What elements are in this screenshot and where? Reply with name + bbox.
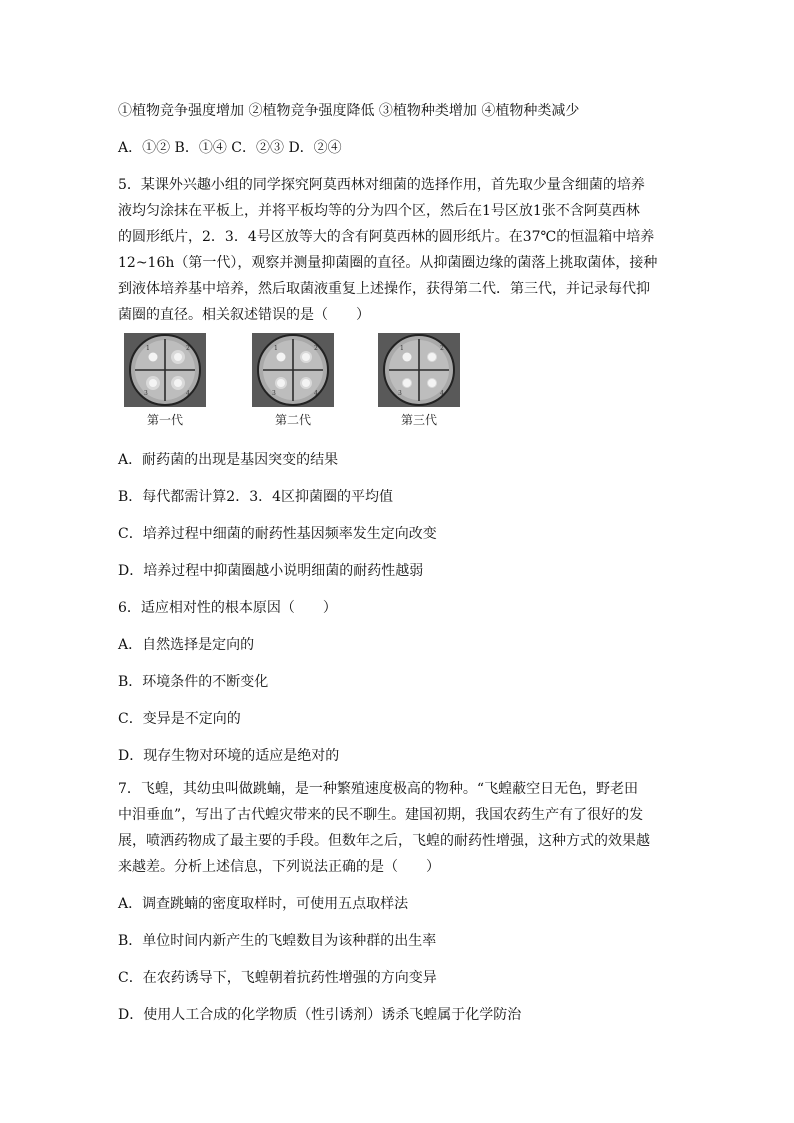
q7-stem-line: 7．飞蝗，其幼虫叫做跳蝻，是一种繁殖速度极高的物种。“飞蝗蔽空日无色，野老田 <box>118 781 639 797</box>
q5-stem-line: 菌圈的直径。相关叙述错误的是（ ） <box>118 307 370 323</box>
zone-label: 3 <box>144 390 148 397</box>
zone-label: 2 <box>186 345 190 352</box>
q5-stem-line: 5．某课外兴趣小组的同学探究阿莫西林对细菌的选择作用，首先取少量含细菌的培养 <box>118 177 645 193</box>
petri-dish-figure <box>252 333 334 428</box>
q4-items-line: ①植物竞争强度增加 ②植物竞争强度降低 ③植物种类增加 ④植物种类减少 <box>118 103 580 119</box>
petri-dish-photo <box>378 333 460 407</box>
petri-dish-photo <box>252 333 334 407</box>
q5-stem <box>118 172 680 328</box>
q5-option-d: D．培养过程中抑菌圈越小说明细菌的耐药性越弱 <box>118 563 424 579</box>
q5-option-c: C．培养过程中细菌的耐药性基因频率发生定向改变 <box>118 526 437 542</box>
petri-dish-figure <box>124 333 206 428</box>
q5-stem-line: 液均匀涂抹在平板上，并将平板均等的分为四个区，然后在1号区放1张不含阿莫西林 <box>118 203 640 219</box>
petri-dish-figure <box>378 333 460 428</box>
petri-dish-figures <box>124 333 464 433</box>
zone-label: 4 <box>314 390 318 397</box>
q7-stem-line: 来越差。分析上述信息，下列说法正确的是（ ） <box>118 859 440 875</box>
q7-stem <box>118 776 680 880</box>
q6-option-c: C．变异是不定向的 <box>118 711 241 727</box>
q5-option-a: A．耐药菌的出现是基因突变的结果 <box>118 452 339 468</box>
zone-label: 1 <box>274 345 278 352</box>
figure-caption: 第三代 <box>400 413 437 427</box>
q7-option-b: B．单位时间内新产生的飞蝗数目为该种群的出生率 <box>118 933 437 949</box>
q7-option-a: A．调查跳蝻的密度取样时，可使用五点取样法 <box>118 896 409 912</box>
q5-stem-line: 到液体培养基中培养，然后取菌液重复上述操作，获得第二代．第三代，并记录每代抑 <box>118 281 650 297</box>
zone-label: 4 <box>440 390 444 397</box>
q7-option-d: D．使用人工合成的化学物质（性引诱剂）诱杀飞蝗属于化学防治 <box>118 1007 522 1023</box>
q6-option-b: B．环境条件的不断变化 <box>118 674 269 690</box>
figure-caption: 第二代 <box>274 413 311 427</box>
q4-options: A．①② B．①④ C．②③ D．②④ <box>118 140 342 156</box>
q6-option-d: D．现存生物对环境的适应是绝对的 <box>118 748 340 764</box>
zone-label: 3 <box>398 390 402 397</box>
zone-label: 1 <box>400 345 404 352</box>
q7-stem-line: 展，喷洒药物成了最主要的手段。但数年之后，飞蝗的耐药性增强，这种方式的效果越 <box>118 833 650 849</box>
zone-label: 2 <box>440 345 444 352</box>
q6-option-a: A．自然选择是定向的 <box>118 637 255 653</box>
petri-dish-photo <box>124 333 206 407</box>
zone-label: 3 <box>272 390 276 397</box>
q7-stem-line: 中泪垂血”，写出了古代蝗灾带来的民不聊生。建国初期，我国农药生产有了很好的发 <box>118 807 644 823</box>
q5-option-b: B．每代都需计算2．3．4区抑菌圈的平均值 <box>118 489 394 505</box>
zone-label: 4 <box>186 390 190 397</box>
zone-label: 2 <box>314 345 318 352</box>
q5-stem-line: 的圆形纸片，2．3．4号区放等大的含有阿莫西林的圆形纸片。在37℃的恒温箱中培养 <box>118 229 655 245</box>
figure-caption: 第一代 <box>146 413 183 427</box>
q7-option-c: C．在农药诱导下，飞蝗朝着抗药性增强的方向变异 <box>118 970 437 986</box>
q5-stem-line: 12~16h（第一代），观察并测量抑菌圈的直径。从抑菌圈边缘的菌落上挑取菌体，接种 <box>118 255 658 271</box>
q6-stem: 6．适应相对性的根本原因（ ） <box>118 600 337 616</box>
zone-label: 1 <box>146 345 150 352</box>
